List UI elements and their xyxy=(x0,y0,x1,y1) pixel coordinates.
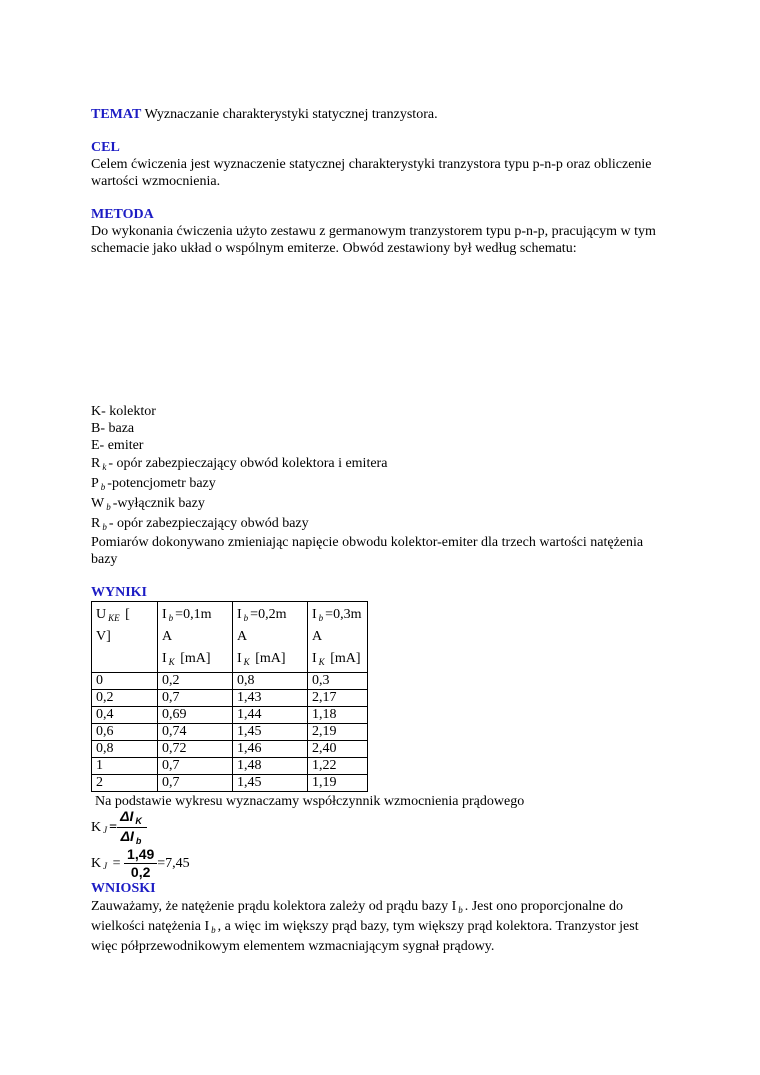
schematic-placeholder xyxy=(91,257,691,403)
table-row: 0 0,2 0,8 0,3 xyxy=(92,673,368,690)
fraction-values: $\frac{1,49}{0,2}$ xyxy=(124,846,157,881)
cel-text: Celem ćwiczenia jest wyznaczenie statycznej charakterystyki tranzystora typu p-n-p oraz obliczenie wartości wzmocnienia. xyxy=(91,157,652,189)
fraction-delta: $\frac{\Delta I _K}{\Delta I _b}$ xyxy=(117,808,147,847)
table-row: 1 0,7 1,48 1,22 xyxy=(92,758,368,775)
legend-b: B- baza xyxy=(91,421,135,436)
cel-heading: CEL xyxy=(91,140,120,155)
after-table-text: Na podstawie wykresu wyznaczamy współczynnik wzmocnienia prądowego xyxy=(95,794,525,809)
legend-e: E- emiter xyxy=(91,438,144,453)
header-uke: U $_{KE}$ [ V] xyxy=(92,602,158,673)
results-table xyxy=(91,601,368,792)
legend-rb: R $_b$ - opór zabezpieczający obwód bazy xyxy=(91,516,309,532)
legend-wb: W $_b$ -wyłącznik bazy xyxy=(91,496,205,512)
legend-pb: P $_b$ -potencjometr bazy xyxy=(91,476,216,492)
wnioski-line-3: więc półprzewodnikowym elementem wzmacniającym sygnał prądowy. xyxy=(91,939,495,954)
table-row: 0,2 0,7 1,43 2,17 xyxy=(92,690,368,707)
kj-result: =7,45 xyxy=(157,855,190,871)
metoda-heading: METODA xyxy=(91,207,154,222)
table-row: 0,4 0,69 1,44 1,18 xyxy=(92,707,368,724)
legend-rk: R $_k$ - opór zabezpieczający obwód kolektora i emitera xyxy=(91,456,388,472)
temat-line xyxy=(91,106,691,123)
wnioski-line-2: wielkości natężenia I $_b$ , a więc im większy prąd bazy, tym większy prąd kolektora. Tranzystor jest xyxy=(91,919,639,935)
metoda-text: Do wykonania ćwiczenia użyto zestawu z germanowym tranzystorem typu p-n-p, pracującym w tym schemacie jako układ o wspólnym emiterze. Obwód zestawiony był według schematu: xyxy=(91,224,656,256)
header-ib-01: I $_b$ =0,1m A I $_K$ [mA] xyxy=(158,602,233,673)
pomiar-text: Pomiarów dokonywano zmieniając napięcie obwodu kolektor-emiter dla trzech wartości natężenia bazy xyxy=(91,535,644,567)
temat-text: Wyznaczanie charakterystyki statycznej tranzystora. xyxy=(144,107,438,122)
wyniki-heading: WYNIKI xyxy=(91,585,148,600)
table-row: 0,6 0,74 1,45 2,19 xyxy=(92,724,368,741)
temat-heading: TEMAT xyxy=(91,107,142,122)
equation-kj-value: K J = $\frac{1,49}{0,2}$ =7,45 xyxy=(91,845,190,880)
table-row: 0,8 0,72 1,46 2,40 xyxy=(92,741,368,758)
equation-kj-definition: K J = $\frac{\Delta I _K}{\Delta I _b}$ xyxy=(91,810,691,844)
wnioski-line-1: Zauważamy, że natężenie prądu kolektora zależy od prądu bazy I $_b$ . Jest ono proporcjonalne do xyxy=(91,899,623,915)
table-header-row xyxy=(92,602,368,673)
header-ib-02: I $_b$ =0,2m A I $_K$ [mA] xyxy=(233,602,308,673)
wnioski-heading: WNIOSKI xyxy=(91,881,156,896)
legend-k: K- kolektor xyxy=(91,404,156,419)
table-row: 2 0,7 1,45 1,19 xyxy=(92,775,368,792)
document-page xyxy=(91,106,691,957)
header-ib-03: I $_b$ =0,3m A I $_K$ [mA] xyxy=(308,602,368,673)
